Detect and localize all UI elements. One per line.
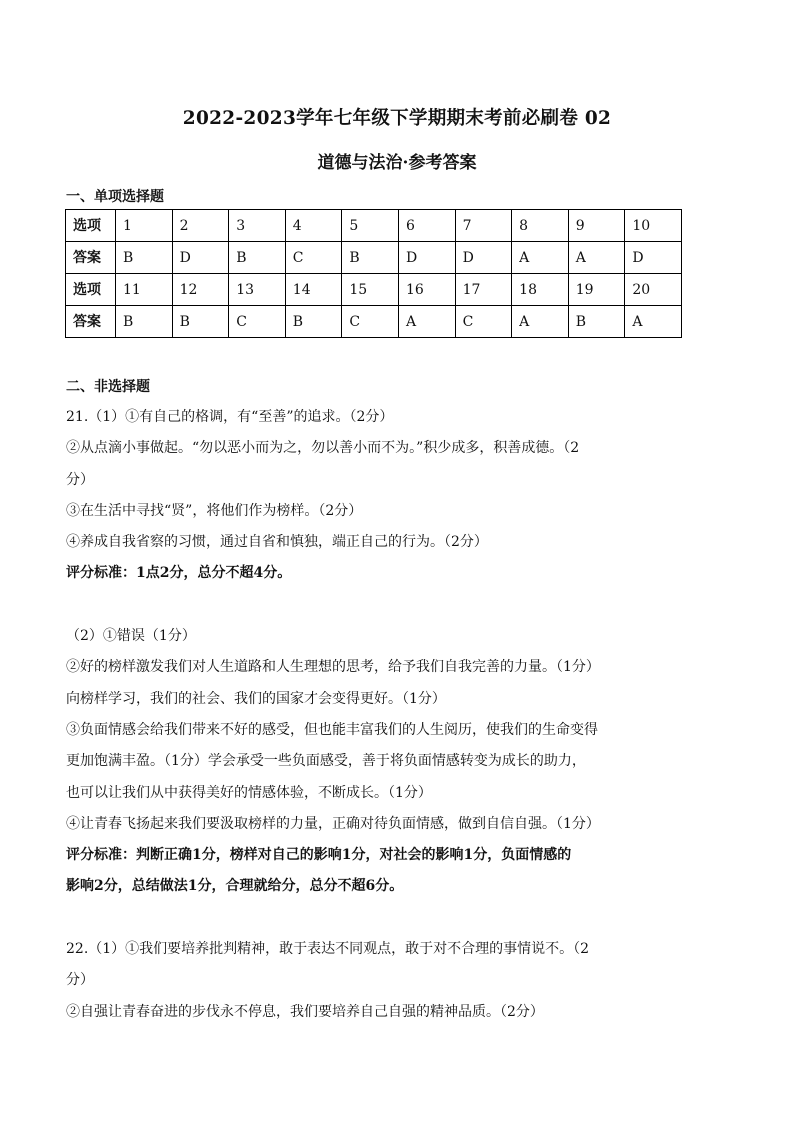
table-cell: 1 — [116, 210, 173, 242]
table-cell: B — [172, 306, 229, 338]
blank-line — [66, 903, 686, 934]
scoring-criteria: 评分标准：判断正确1分，榜样对自己的影响1分，对社会的影响1分，负面情感的 — [66, 847, 572, 864]
answer-line: 21.（1）①有自己的格调，有“至善”的追求。（2分） — [66, 409, 394, 425]
table-cell: 8 — [512, 210, 569, 242]
row-label: 答案 — [66, 306, 116, 338]
table-cell: 13 — [229, 274, 286, 306]
table-cell: A — [625, 306, 682, 338]
table-cell: A — [512, 306, 569, 338]
table-cell: B — [285, 306, 342, 338]
answer-line: ③负面情感会给我们带来不好的感受，但也能丰富我们的人生阅历，使我们的生命变得 — [66, 721, 598, 738]
answer-line: 分） — [66, 471, 94, 488]
answer-line: 分） — [66, 972, 94, 989]
table-cell: B — [116, 306, 173, 338]
table-cell: 18 — [512, 274, 569, 306]
table-cell: 14 — [285, 274, 342, 306]
answer-body — [66, 402, 686, 1028]
answer-line: 也可以让我们从中获得美好的情感体验，不断成长。（1分） — [66, 784, 432, 801]
table-cell: A — [568, 242, 625, 274]
answer-line: ②好的榜样激发我们对人生道路和人生理想的思考，给予我们自我完善的力量。（1分） — [66, 659, 600, 676]
table-cell: 10 — [625, 210, 682, 242]
table-cell: 15 — [342, 274, 399, 306]
table-cell: B — [342, 242, 399, 274]
table-cell: A — [398, 306, 455, 338]
answer-line: ②自强让青春奋进的步伐永不停息，我们要培养自己自强的精神品质。（2分） — [66, 1003, 544, 1020]
row-label: 选项 — [66, 274, 116, 306]
section-heading-choice: 一、单项选择题 — [66, 189, 164, 205]
table-cell: C — [455, 306, 512, 338]
answer-line: ③在生活中寻找“贤”，将他们作为榜样。（2分） — [66, 502, 363, 519]
table-cell: 6 — [398, 210, 455, 242]
table-cell: D — [625, 242, 682, 274]
scoring-criteria: 影响2分，总结做法1分，合理就给分，总分不超6分。 — [66, 878, 404, 895]
table-cell: 7 — [455, 210, 512, 242]
answer-line: 更加饱满丰盈。（1分）学会承受一些负面感受，善于将负面情感转变为成长的助力， — [66, 753, 586, 770]
answer-line: ④养成自我省察的习惯，通过自省和慎独，端正自己的行为。（2分） — [66, 534, 488, 551]
table-cell: 5 — [342, 210, 399, 242]
table-cell: 2 — [172, 210, 229, 242]
section-heading-nonchoice: 二、非选择题 — [66, 379, 150, 395]
table-cell: 4 — [285, 210, 342, 242]
answer-line: （2）①错误（1分） — [66, 628, 196, 645]
answer-line: ②从点滴小事做起。“勿以恶小而为之，勿以善小而不为。”积少成多，积善成德。（2 — [66, 440, 580, 457]
table-cell: C — [285, 242, 342, 274]
table-cell: A — [512, 242, 569, 274]
table-row — [66, 210, 682, 242]
table-cell: 11 — [116, 274, 173, 306]
table-cell: 12 — [172, 274, 229, 306]
table-cell: B — [229, 242, 286, 274]
table-cell: 9 — [568, 210, 625, 242]
document-subtitle: 道德与法治·参考答案 — [317, 153, 477, 173]
answer-line: ④让青春飞扬起来我们要汲取榜样的力量，正确对待负面情感，做到自信自强。（1分） — [66, 815, 600, 832]
table-row — [66, 306, 682, 338]
table-row — [66, 242, 682, 274]
table-row — [66, 274, 682, 306]
table-cell: 17 — [455, 274, 512, 306]
table-cell: D — [172, 242, 229, 274]
table-cell: B — [116, 242, 173, 274]
table-cell: 19 — [568, 274, 625, 306]
answer-line: 向榜样学习，我们的社会、我们的国家才会变得更好。（1分） — [66, 690, 446, 707]
document-title: 2022-2023学年七年级下学期期末考前必刷卷 02 — [182, 108, 612, 129]
row-label: 答案 — [66, 242, 116, 274]
table-cell: C — [342, 306, 399, 338]
blank-line — [66, 590, 686, 621]
table-cell: 16 — [398, 274, 455, 306]
answer-table — [65, 209, 682, 338]
table-cell: 3 — [229, 210, 286, 242]
table-cell: D — [398, 242, 455, 274]
scoring-criteria: 评分标准：1点2分，总分不超4分。 — [66, 565, 292, 582]
table-cell: 20 — [625, 274, 682, 306]
answer-line: 22.（1）①我们要培养批判精神，敢于表达不同观点，敢于对不合理的事情说不。（2 — [66, 941, 590, 958]
table-cell: D — [455, 242, 512, 274]
table-cell: C — [229, 306, 286, 338]
row-label: 选项 — [66, 210, 116, 242]
table-cell: B — [568, 306, 625, 338]
